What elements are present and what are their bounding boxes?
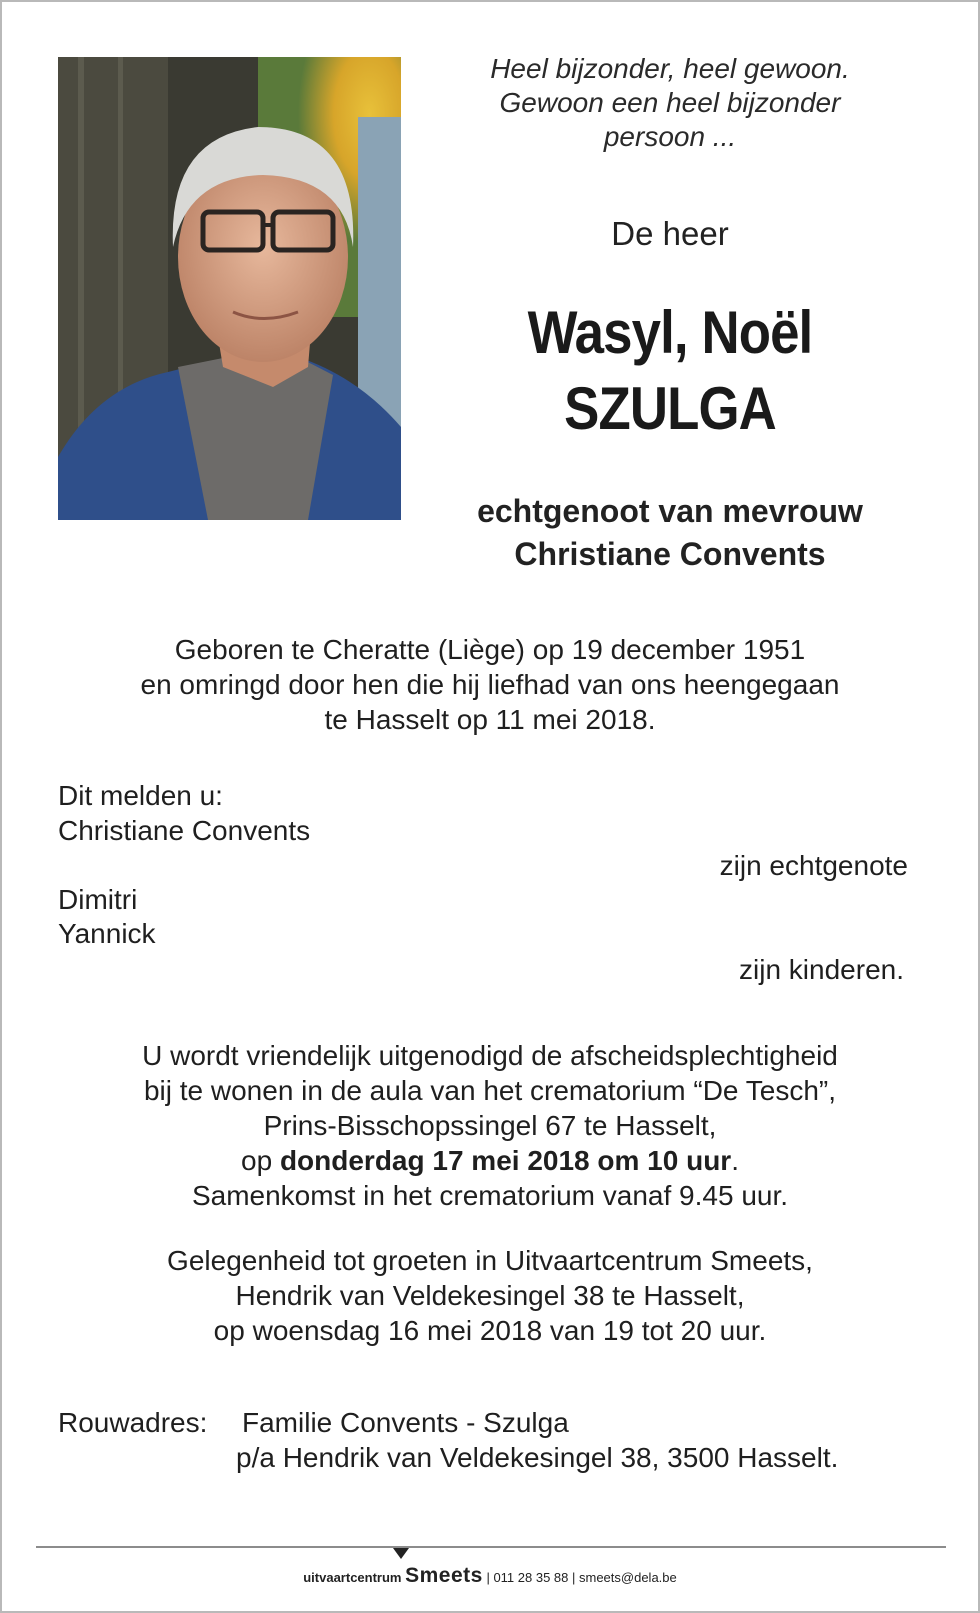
motto-line: Heel bijzonder, heel gewoon.	[490, 53, 850, 84]
spouse-relation	[430, 490, 910, 576]
visitation-line: op woensdag 16 mei 2018 van 19 tot 20 uur.	[213, 1315, 767, 1346]
family-child-name: Yannick	[58, 918, 156, 949]
ceremony-date-prefix: op	[241, 1145, 280, 1176]
ceremony-text	[40, 1038, 940, 1213]
ceremony-gathering: Samenkomst in het crematorium vanaf 9.45 uur.	[191, 1180, 789, 1211]
motto-line: Gewoon een heel bijzonder	[499, 87, 841, 118]
address-line2: p/a Hendrik van Veldekesingel 38, 3500 Hasselt.	[236, 1442, 839, 1473]
visitation-text	[40, 1243, 940, 1348]
family-intro: Dit melden u:	[58, 780, 223, 811]
ceremony-date	[40, 1143, 940, 1178]
footer-prefix: uitvaartcentrum	[303, 1570, 402, 1585]
ceremony-line: bij te wonen in de aula van het crematorium “De Tesch”,	[143, 1075, 837, 1106]
footer-divider	[36, 1546, 946, 1548]
given-names: Wasyl, Noël	[527, 299, 813, 366]
spouse-relation-name: Christiane Convents	[514, 536, 826, 572]
address-label: Rouwadres:	[58, 1407, 208, 1438]
family-spouse-role: zijn echtgenote	[719, 850, 908, 881]
ceremony-date-suffix: .	[731, 1145, 739, 1176]
deceased-name	[468, 295, 873, 447]
funeral-home-footer	[0, 1564, 980, 1588]
visitation-line: Gelegenheid tot groeten in Uitvaartcentrum Smeets,	[167, 1245, 813, 1276]
family-spouse-name: Christiane Convents	[58, 815, 311, 846]
portrait-photo	[58, 57, 401, 520]
triangle-marker-icon	[393, 1548, 409, 1559]
surname: SZULGA	[564, 375, 776, 442]
address-line1: Familie Convents - Szulga	[242, 1407, 569, 1438]
ceremony-date-bold: donderdag 17 mei 2018 om 10 uur	[279, 1145, 732, 1176]
spouse-relation-label: echtgenoot van mevrouw	[477, 493, 863, 529]
family-children-role: zijn kinderen.	[739, 954, 904, 985]
family-child-name: Dimitri	[58, 884, 138, 915]
portrait-image	[58, 57, 401, 520]
death-line: en omringd door hen die hij liefhad van ons heengegaan	[140, 669, 840, 700]
death-place-line: te Hasselt op 11 mei 2018.	[324, 704, 656, 735]
ceremony-line: U wordt vriendelijk uitgenodigd de afscheidsplechtigheid	[142, 1040, 838, 1071]
ceremony-line: Prins-Bisschopssingel 67 te Hasselt,	[263, 1110, 717, 1141]
birth-line: Geboren te Cheratte (Liège) op 19 december 1951	[174, 634, 806, 665]
motto-quote	[440, 52, 900, 154]
footer-brand: Smeets	[405, 1564, 483, 1587]
motto-line: persoon ...	[603, 121, 737, 152]
birth-death-text	[40, 632, 940, 737]
footer-email: smeets@dela.be	[579, 1570, 677, 1585]
honorific-title: De heer	[611, 215, 729, 252]
footer-phone: | 011 28 35 88 |	[486, 1570, 576, 1585]
visitation-line: Hendrik van Veldekesingel 38 te Hasselt,	[235, 1280, 745, 1311]
